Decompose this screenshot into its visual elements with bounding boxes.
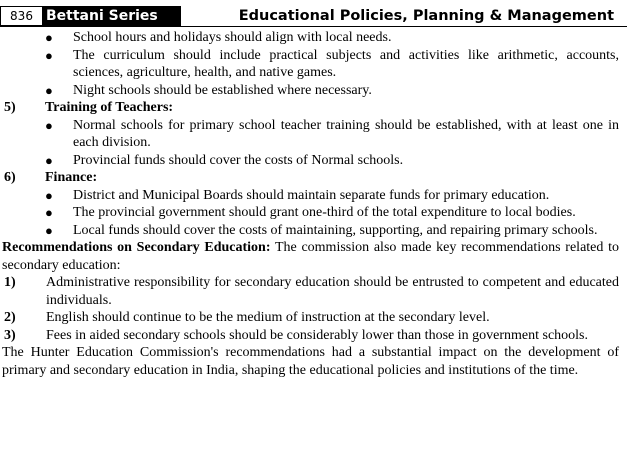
bullet-text: Normal schools for primary school teacher training should be established, with at least one in each division.: [73, 117, 619, 150]
book-title: Educational Policies, Planning & Management: [238, 8, 614, 24]
item-text: English should continue to be the medium of instruction at the secondary level.: [46, 310, 490, 325]
section-number: 6): [4, 170, 16, 185]
item-text: Administrative responsibility for secondary education should be entrusted to competent and educated individuals.: [46, 275, 619, 308]
item-text: Fees in aided secondary schools should be considerably lower than those in government schools.: [46, 327, 588, 343]
conclusion-paragraph: The Hunter Education Commission's recommendations had a substantial impact on the development of primary and secondary education in India, shaping the educational policies and institutions of the time.: [2, 345, 619, 378]
section-title: Finance:: [45, 170, 98, 185]
bullet-text: The provincial government should grant one-third of the total expenditure to local bodies.: [73, 205, 576, 220]
bullet-item: [0, 82, 619, 100]
bullet-text: The curriculum should include practical subjects and activities like arithmetic, accounts, sciences, agriculture, health, and native games.: [73, 47, 619, 80]
bullet-icon: ●: [45, 205, 53, 220]
item-number: 2): [4, 310, 16, 325]
bullet-text: District and Municipal Boards should maintain separate funds for primary education.: [73, 187, 550, 203]
bullet-text: Provincial funds should cover the costs of Normal schools.: [73, 152, 404, 168]
section-number: 5): [4, 100, 16, 115]
page-number: 836: [0, 6, 43, 26]
series-label: Bettani Series: [43, 6, 181, 26]
bullet-text: School hours and holidays should align with local needs.: [73, 30, 392, 45]
secondary-education-paragraph: [0, 239, 619, 274]
secondary-heading: Recommendations on Secondary Education:: [2, 240, 271, 255]
section-title: Training of Teachers:: [45, 100, 174, 115]
bullet-icon: ●: [45, 30, 53, 45]
secondary-intro: The commission also made key recommendations related to secondary education:: [2, 240, 619, 273]
bullet-item: [0, 29, 619, 47]
page-header: [0, 6, 627, 27]
bullet-item: [0, 152, 619, 170]
bullet-icon: ●: [45, 82, 53, 98]
bullet-text: Local funds should cover the costs of maintaining, supporting, and repairing primary schools.: [73, 222, 598, 238]
bullet-icon: ●: [45, 222, 53, 238]
bullet-icon: ●: [45, 187, 53, 203]
section-heading-finance: [0, 169, 619, 187]
item-number: 1): [4, 275, 16, 290]
bullet-item: [0, 117, 619, 152]
bullet-icon: ●: [45, 117, 53, 133]
section-heading-teachers: [0, 99, 619, 117]
bullet-text: Night schools should be established where necessary.: [73, 82, 372, 98]
page-content: [0, 29, 619, 379]
bullet-item: [0, 204, 619, 222]
item-number: 3): [4, 327, 16, 343]
numbered-item: [0, 309, 619, 327]
bullet-icon: ●: [45, 152, 53, 168]
numbered-item: [0, 327, 619, 345]
numbered-item: [0, 274, 619, 309]
bullet-item: [0, 47, 619, 82]
bullet-item: [0, 187, 619, 205]
bullet-icon: ●: [45, 47, 53, 63]
bullet-item: [0, 222, 619, 240]
